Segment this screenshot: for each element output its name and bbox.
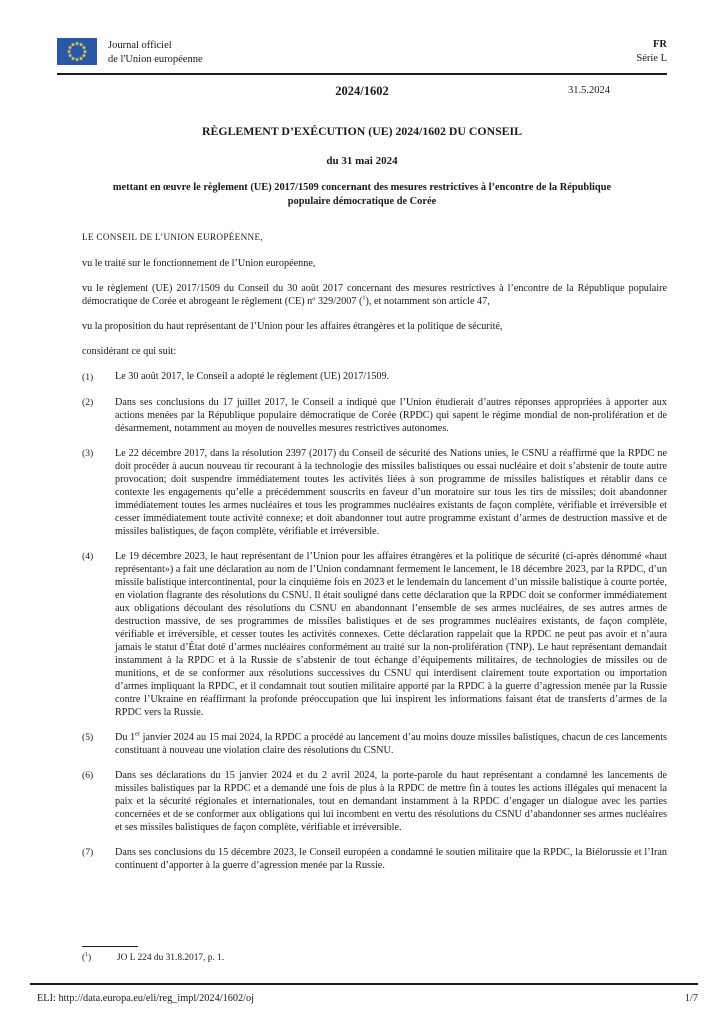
recital-text: Du 1er janvier 2024 au 15 mai 2024, la RPDC a procédé au lancement d’au moins douze missiles balistiques, chacun de ces lancements constituant à nouveau une violation claire des résolutions du CSNU. [115, 730, 667, 756]
recital-7 [82, 846, 667, 872]
citation-2: vu le règlement (UE) 2017/1509 du Conseil du 30 août 2017 concernant des mesures restrictives à l’encontre de la République populaire démocratique de Corée et abrogeant le règlement (CE) nº 329/2007 ($^1$), et notamment son article 47, [82, 283, 667, 307]
journal-title [108, 38, 203, 66]
recital-number: (1) [82, 371, 94, 383]
document-number: 2024/1602 [335, 84, 389, 98]
recital-number: (6) [82, 770, 94, 781]
series-label: Série L [636, 52, 667, 64]
citation-1: vu le traité sur le fonctionnement de l’Union européenne, [82, 258, 316, 269]
footnote-rule [82, 946, 138, 947]
eli-link[interactable]: ELI: http://data.europa.eu/eli/reg_impl/2024/1602/oj [37, 993, 255, 1004]
journal-title-line1: Journal officiel [108, 40, 172, 51]
document-number-line [114, 84, 610, 101]
publication-date: 31.5.2024 [568, 85, 610, 96]
act-title-block [0, 124, 724, 208]
citation-3: vu la proposition du haut représentant de l’Union pour les affaires étrangères et la politique de sécurité, [82, 321, 503, 332]
recital-text: Dans ses conclusions du 17 juillet 2017, le Conseil a indiqué que l’Union étudierait d’autres réponses appropriées à apporter aux actions menées par la République populaire démocratique de Corée (RPDC) qui sapent le régime mondial de non-prolifération et de désarmement, notamment au moyen de nouvelles mesures restrictives autonomes. [115, 396, 667, 434]
recital-number: (7) [82, 847, 94, 858]
page-header [0, 0, 724, 101]
citations [82, 257, 667, 333]
act-body [82, 231, 667, 872]
page-indicator: 1/7 [684, 993, 698, 1004]
recital-3 [82, 447, 667, 538]
recital-number: (4) [82, 551, 94, 562]
footnote [82, 952, 224, 964]
footnote-block [82, 946, 224, 964]
recital-number: (2) [82, 397, 94, 408]
footnote-text: JO L 224 du 31.8.2017, p. 1. [117, 953, 225, 963]
act-date-line: du 31 mai 2024 [326, 155, 398, 167]
recital-1 [82, 370, 667, 384]
recital-text: Dans ses déclarations du 15 janvier 2024 et du 2 avril 2024, la porte-parole du haut représentant a condamné les lancements de missiles balistiques par la RPDC et a demandé une fois de plus à la RPDC de mettre fin à toutes les actions illégales qui menacent la paix et la sécurité régionales et internationales, tout en demandant instamment à la RPDC d’engager un dialogue avec les parties concernées et de se conformer aux obligations qui lui incombent en vertu des résolutions du CSNU d’abandonner ses armes nucléaires et ses missiles balistiques de façon complète, vérifiable et irréversible. [115, 769, 667, 833]
journal-title-line2: de l'Union européenne [108, 53, 203, 65]
recital-text: Le 30 août 2017, le Conseil a adopté le règlement (UE) 2017/1509. [115, 371, 390, 382]
recital-6 [82, 769, 667, 834]
footnote-marker: ($^1$) [82, 951, 92, 963]
edition-info [636, 38, 667, 65]
preamble-opening: LE CONSEIL DE L’UNION EUROPÉENNE, [82, 232, 263, 242]
recital-number: (5) [82, 732, 94, 743]
recitals [82, 370, 667, 872]
page-footer [30, 983, 698, 1004]
act-title: RÈGLEMENT D’EXÉCUTION (UE) 2024/1602 DU CONSEIL [202, 124, 522, 138]
recital-5 [82, 731, 667, 757]
recital-2 [82, 396, 667, 435]
recital-text: Dans ses conclusions du 15 décembre 2023, le Conseil européen a condamné le soutien militaire que la RPDC, la Biélorussie et l’Iran continuent d’apporter à la guerre d’agression menée par la Russie. [115, 846, 667, 871]
eu-flag-icon [57, 38, 97, 65]
journal-brand [57, 38, 203, 66]
act-subject: mettant en œuvre le règlement (UE) 2017/1509 concernant des mesures restrictives à l’encontre de la République populaire démocratique de Corée [112, 182, 612, 207]
recital-text: Le 19 décembre 2023, le haut représentant de l’Union pour les affaires étrangères et la politique de sécurité (ci-après dénommé «haut représentant») a fait une déclaration au nom de l’Union condamnant fermement le lancement, le 18 décembre 2023, par la RPDC, d’un missile balistique intercontinental, pour la cinquième fois en 2023 et le lendemain du lancement d’un missile balistique à courte portée, en violation flagrante des résolutions du CSNU. Il était souligné dans cette déclaration que la RPDC doit se conformer immédiatement aux obligations découlant des résolutions du CSNU en abandonnant l’ensemble de ses armes nucléaires, de ses autres armes de destruction massive, de ses programmes de missiles balistiques et de ses programmes nucléaires existants, de façon complète, vérifiable et irréversible, et cesser toutes les activités connexes. Cette déclaration rappelait que la RPDC ne peut pas avoir et n’aura jamais le statut d’État doté d’armes nucléaires conformément au traité sur la non-prolifération (TNP). Le haut représentant demandait instamment à la RPDC et à la Russie de s’abstenir de tout échange d’équipements militaires, de technologies de missiles ou de munitions, et de se conformer aux résolutions successives du CSNU qui interdisent clairement toute exportation ou importation d’armes impliquant la RPDC, et il condamnait tout soutien militaire apporté par la RPDC à la guerre d’agression menée par la Russie contre l’Ukraine en réaffirmant la profonde préoccupation que lui inspirent les informations faisant état de transferts d’armes de la RPDC vers la Russie. [115, 550, 667, 718]
considering-line: considérant ce qui suit: [82, 346, 177, 357]
recital-number: (3) [82, 448, 94, 459]
recital-4 [82, 550, 667, 719]
header-masthead [57, 38, 667, 75]
language-code: FR [653, 39, 667, 50]
recital-text: Le 22 décembre 2017, dans la résolution 2397 (2017) du Conseil de sécurité des Nations unies, le CSNU a réaffirmé que la RPDC ne doit procéder à aucun nouveau tir recourant à la technologie des missiles balistiques ou essai nucléaire et doit s’abstenir de toute autre provocation; doit suspendre immédiatement toutes les activités liées à son programme de missiles balistiques et rétablir dans ce contexte les engagements qu’elle a précédemment souscrits en faveur d’un moratoire sur tous les tirs de missiles; doit abandonner immédiatement toutes les armes nucléaires et tous les programmes nucléaires existants de façon complète, vérifiable et irréversible et cesser immédiatement toute activité connexe; et doit abandonner tout autre programme existant d’armes de destruction massive et de missiles balistiques, de façon complète, vérifiable et irréversible. [115, 447, 667, 537]
